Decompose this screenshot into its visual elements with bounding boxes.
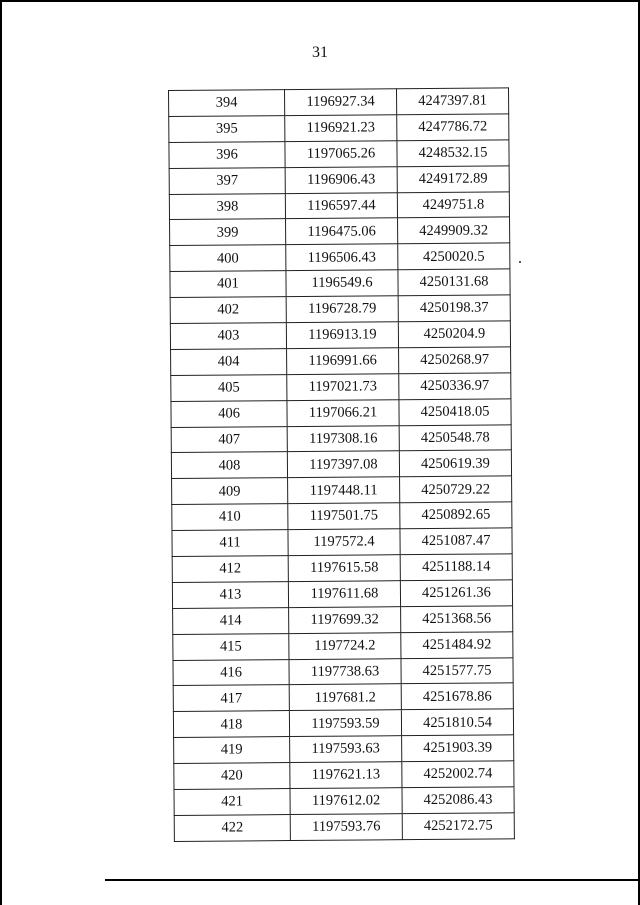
table-row (171, 399, 511, 428)
x-coordinate-cell: 1197572.4 (288, 529, 400, 556)
table-row (169, 114, 509, 143)
point-number-cell: 395 (169, 115, 285, 142)
y-coordinate-cell: 4250268.97 (399, 347, 511, 374)
y-coordinate-cell: 4251484.92 (401, 632, 513, 659)
scan-speck (519, 261, 521, 263)
page-number: 31 (312, 44, 328, 61)
y-coordinate-cell: 4251678.86 (401, 683, 513, 710)
y-coordinate-cell: 4252086.43 (402, 787, 514, 814)
y-coordinate-cell: 4249751.8 (397, 191, 509, 218)
point-number-cell: 400 (170, 245, 286, 272)
y-coordinate-cell: 4251087.47 (400, 528, 512, 555)
point-number-cell: 403 (170, 323, 286, 350)
table-row (170, 217, 510, 246)
table-row (169, 191, 509, 220)
y-coordinate-cell: 4250204.9 (398, 321, 510, 348)
y-coordinate-cell: 4249172.89 (397, 165, 509, 192)
x-coordinate-cell: 1197501.75 (288, 503, 400, 530)
y-coordinate-cell: 4250131.68 (398, 269, 510, 296)
point-number-cell: 419 (174, 737, 290, 764)
x-coordinate-cell: 1197738.63 (289, 658, 401, 685)
table-row (172, 580, 512, 609)
y-coordinate-cell: 4250418.05 (399, 399, 511, 426)
point-number-cell: 412 (172, 556, 288, 583)
point-number-cell: 417 (173, 685, 289, 712)
y-coordinate-cell: 4251261.36 (400, 580, 512, 607)
point-number-cell: 411 (172, 530, 288, 557)
point-number-cell: 420 (174, 763, 290, 790)
point-number-cell: 405 (171, 374, 287, 401)
table-row (173, 709, 513, 738)
y-coordinate-cell: 4250892.65 (400, 502, 512, 529)
y-coordinate-cell: 4249909.32 (398, 217, 510, 244)
table-row (172, 476, 512, 505)
table-row (173, 606, 513, 635)
point-number-cell: 422 (174, 815, 290, 842)
y-coordinate-cell: 4250619.39 (399, 450, 511, 477)
y-coordinate-cell: 4251577.75 (401, 657, 513, 684)
y-coordinate-cell: 4252002.74 (402, 761, 514, 788)
x-coordinate-cell: 1197397.08 (287, 451, 399, 478)
x-coordinate-cell: 1197593.76 (290, 814, 402, 841)
table-row (174, 761, 514, 790)
x-coordinate-cell: 1196475.06 (286, 218, 398, 245)
x-coordinate-cell: 1197448.11 (288, 477, 400, 504)
table-row (173, 683, 513, 712)
x-coordinate-cell: 1197593.59 (289, 710, 401, 737)
x-coordinate-cell: 1197308.16 (287, 425, 399, 452)
table-row (170, 243, 510, 272)
table-row (171, 347, 511, 376)
point-number-cell: 402 (170, 297, 286, 324)
x-coordinate-cell: 1197066.21 (287, 399, 399, 426)
point-number-cell: 410 (172, 504, 288, 531)
table-row (174, 735, 514, 764)
x-coordinate-cell: 1196549.6 (286, 270, 398, 297)
coordinates-table (168, 87, 515, 841)
x-coordinate-cell: 1197681.2 (289, 684, 401, 711)
x-coordinate-cell: 1196597.44 (285, 192, 397, 219)
x-coordinate-cell: 1197699.32 (289, 607, 401, 634)
point-number-cell: 409 (172, 478, 288, 505)
table-row (171, 450, 511, 479)
x-coordinate-cell: 1197021.73 (287, 373, 399, 400)
table-row (169, 165, 509, 194)
table-row (172, 502, 512, 531)
point-number-cell: 415 (173, 633, 289, 660)
y-coordinate-cell: 4250020.5 (398, 243, 510, 270)
x-coordinate-cell: 1197615.58 (288, 555, 400, 582)
point-number-cell: 408 (171, 452, 287, 479)
x-coordinate-cell: 1196506.43 (286, 244, 398, 271)
point-number-cell: 396 (169, 141, 285, 168)
table-row (171, 424, 511, 453)
table-row (173, 632, 513, 661)
point-number-cell: 421 (174, 789, 290, 816)
x-coordinate-cell: 1197593.63 (290, 736, 402, 763)
x-coordinate-cell: 1196921.23 (285, 115, 397, 142)
y-coordinate-cell: 4251368.56 (401, 606, 513, 633)
x-coordinate-cell: 1197612.02 (290, 788, 402, 815)
point-number-cell: 401 (170, 271, 286, 298)
table-row (170, 321, 510, 350)
y-coordinate-cell: 4247397.81 (396, 88, 508, 115)
y-coordinate-cell: 4251810.54 (401, 709, 513, 736)
x-coordinate-cell: 1197065.26 (285, 140, 397, 167)
x-coordinate-cell: 1196906.43 (285, 166, 397, 193)
table-row (170, 269, 510, 298)
point-number-cell: 394 (169, 90, 285, 117)
y-coordinate-cell: 4248532.15 (397, 140, 509, 167)
x-coordinate-cell: 1196728.79 (286, 296, 398, 323)
x-coordinate-cell: 1197621.13 (290, 762, 402, 789)
table-row (170, 295, 510, 324)
point-number-cell: 404 (171, 348, 287, 375)
table-row (173, 657, 513, 686)
table-row (169, 88, 509, 117)
y-coordinate-cell: 4247786.72 (397, 114, 509, 141)
y-coordinate-cell: 4250548.78 (399, 424, 511, 451)
y-coordinate-cell: 4251903.39 (402, 735, 514, 762)
x-coordinate-cell: 1196927.34 (285, 89, 397, 116)
point-number-cell: 416 (173, 659, 289, 686)
point-number-cell: 418 (173, 711, 289, 738)
y-coordinate-cell: 4250729.22 (400, 476, 512, 503)
point-number-cell: 407 (171, 426, 287, 453)
point-number-cell: 406 (171, 400, 287, 427)
x-coordinate-cell: 1197611.68 (288, 581, 400, 608)
point-number-cell: 413 (172, 581, 288, 608)
coordinates-table-body (169, 88, 515, 841)
y-coordinate-cell: 4250198.37 (398, 295, 510, 322)
point-number-cell: 414 (173, 607, 289, 634)
x-coordinate-cell: 1197724.2 (289, 632, 401, 659)
table-row (172, 554, 512, 583)
table-row (174, 813, 514, 842)
bottom-rule (105, 879, 638, 881)
coordinates-table-container (168, 87, 514, 841)
point-number-cell: 398 (169, 193, 285, 220)
y-coordinate-cell: 4252172.75 (402, 813, 514, 840)
y-coordinate-cell: 4250336.97 (399, 373, 511, 400)
y-coordinate-cell: 4251188.14 (400, 554, 512, 581)
point-number-cell: 399 (170, 219, 286, 246)
table-row (171, 373, 511, 402)
x-coordinate-cell: 1196991.66 (287, 348, 399, 375)
table-row (174, 787, 514, 816)
table-row (172, 528, 512, 557)
table-row (169, 140, 509, 169)
x-coordinate-cell: 1196913.19 (286, 322, 398, 349)
point-number-cell: 397 (169, 167, 285, 194)
